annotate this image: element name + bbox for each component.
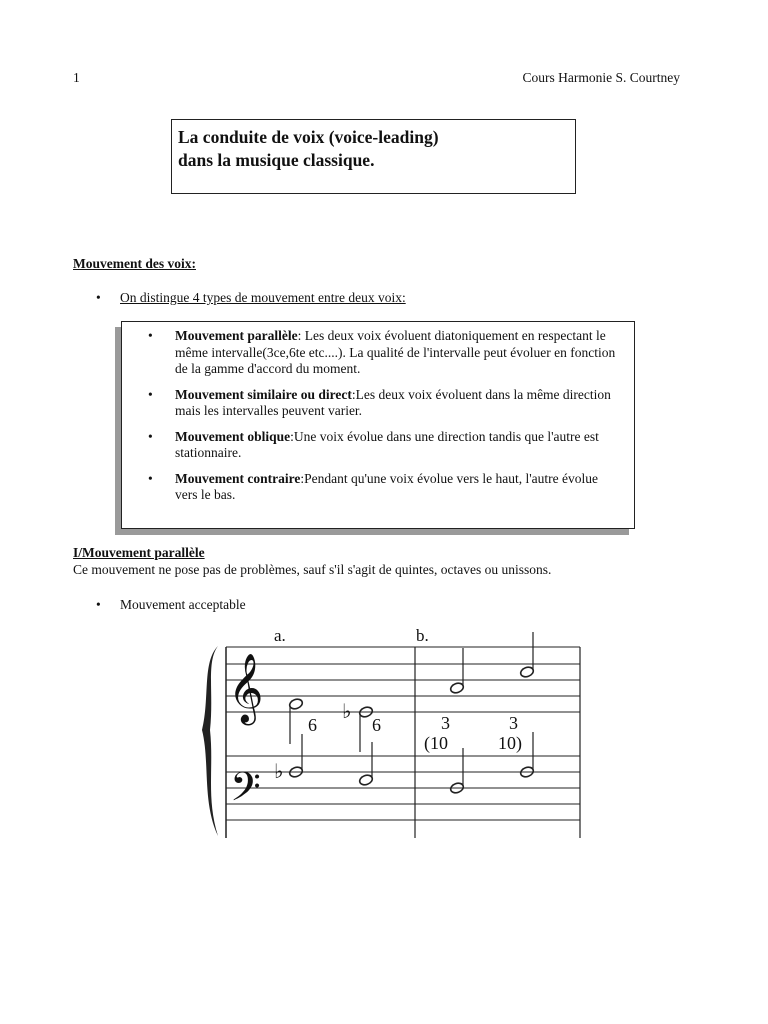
parallel-heading: I/Mouvement parallèle bbox=[73, 545, 205, 560]
bullet-dot: • bbox=[96, 290, 101, 305]
figure-b2-bottom: 10) bbox=[498, 733, 522, 753]
section-heading: Mouvement des voix: bbox=[73, 256, 196, 271]
title-line-2: dans la musique classique. bbox=[178, 150, 375, 170]
movement-type-desc: : Les deux voix évoluent diatoniquement en respectant le même intervalle(3ce,6te etc....). La qualité de l'intervalle peut évoluer en fonction de la gamme d'accord du moment. bbox=[175, 328, 616, 376]
movement-types-box bbox=[121, 321, 635, 529]
movement-type-item: • Mouvement oblique:Une voix évolue dans une direction tandis que l'autre est stationnaire. bbox=[148, 428, 599, 460]
figure-b1-top: 3 bbox=[441, 713, 450, 733]
intro-text: On distingue 4 types de mouvement entre deux voix: bbox=[120, 290, 406, 305]
movement-type-name: Mouvement oblique bbox=[175, 428, 291, 444]
figure-b2-top: 3 bbox=[509, 713, 518, 733]
flat-icon: ♭ bbox=[342, 699, 352, 723]
bullet-dot: • bbox=[96, 597, 101, 612]
half-note bbox=[288, 698, 303, 711]
bass-clef-icon: 𝄢 bbox=[230, 764, 261, 820]
movement-type-item: • Mouvement parallèle: Les deux voix évoluent diatoniquement en respectant le même intervalle(3ce,6te etc....). La qualité de l'intervalle peut évoluer en fonction de la gamme d'accord du moment. bbox=[148, 328, 616, 376]
brace-icon bbox=[202, 646, 218, 836]
movement-type-item: • Mouvement contraire:Pendant qu'une voix évolue vers le haut, l'autre évolue vers le bas. bbox=[148, 470, 598, 502]
figure-b1-bottom: (10 bbox=[424, 733, 448, 753]
treble-clef-icon: 𝄞 bbox=[228, 653, 264, 723]
intro-bullet bbox=[96, 290, 406, 306]
page-number: 1 bbox=[73, 70, 80, 85]
title-line-1: La conduite de voix (voice-leading) bbox=[178, 127, 439, 147]
label-b: b. bbox=[416, 626, 429, 645]
music-score bbox=[198, 622, 588, 842]
movement-type-name: Mouvement contraire bbox=[175, 470, 301, 486]
half-note bbox=[358, 774, 373, 787]
label-a: a. bbox=[274, 626, 286, 645]
movement-type-desc: :Pendant qu'une voix évolue vers le haut, l'autre évolue vers le bas. bbox=[175, 470, 598, 502]
half-note bbox=[519, 666, 534, 679]
movement-type-item: • Mouvement similaire ou direct:Les deux voix évoluent dans la même direction mais les intervalles peuvent varier. bbox=[148, 386, 611, 418]
acceptable-bullet bbox=[96, 597, 246, 613]
half-note bbox=[449, 682, 464, 695]
figure-a1: 6 bbox=[308, 715, 317, 735]
parallel-text: Ce mouvement ne pose pas de problèmes, sauf s'il s'agit de quintes, octaves ou unissons. bbox=[73, 562, 552, 577]
course-header: Cours Harmonie S. Courtney bbox=[522, 70, 680, 85]
movement-type-desc: :Une voix évolue dans une direction tandis que l'autre est stationnaire. bbox=[175, 428, 599, 460]
title-box bbox=[171, 119, 576, 194]
movement-type-name: Mouvement parallèle bbox=[175, 328, 298, 343]
movement-type-desc: :Les deux voix évoluent dans la même direction mais les intervalles peuvent varier. bbox=[175, 386, 611, 418]
movement-type-name: Mouvement similaire ou direct bbox=[175, 386, 352, 402]
flat-icon: ♭ bbox=[274, 759, 284, 783]
figure-a2: 6 bbox=[372, 715, 381, 735]
acceptable-text: Mouvement acceptable bbox=[120, 597, 246, 612]
